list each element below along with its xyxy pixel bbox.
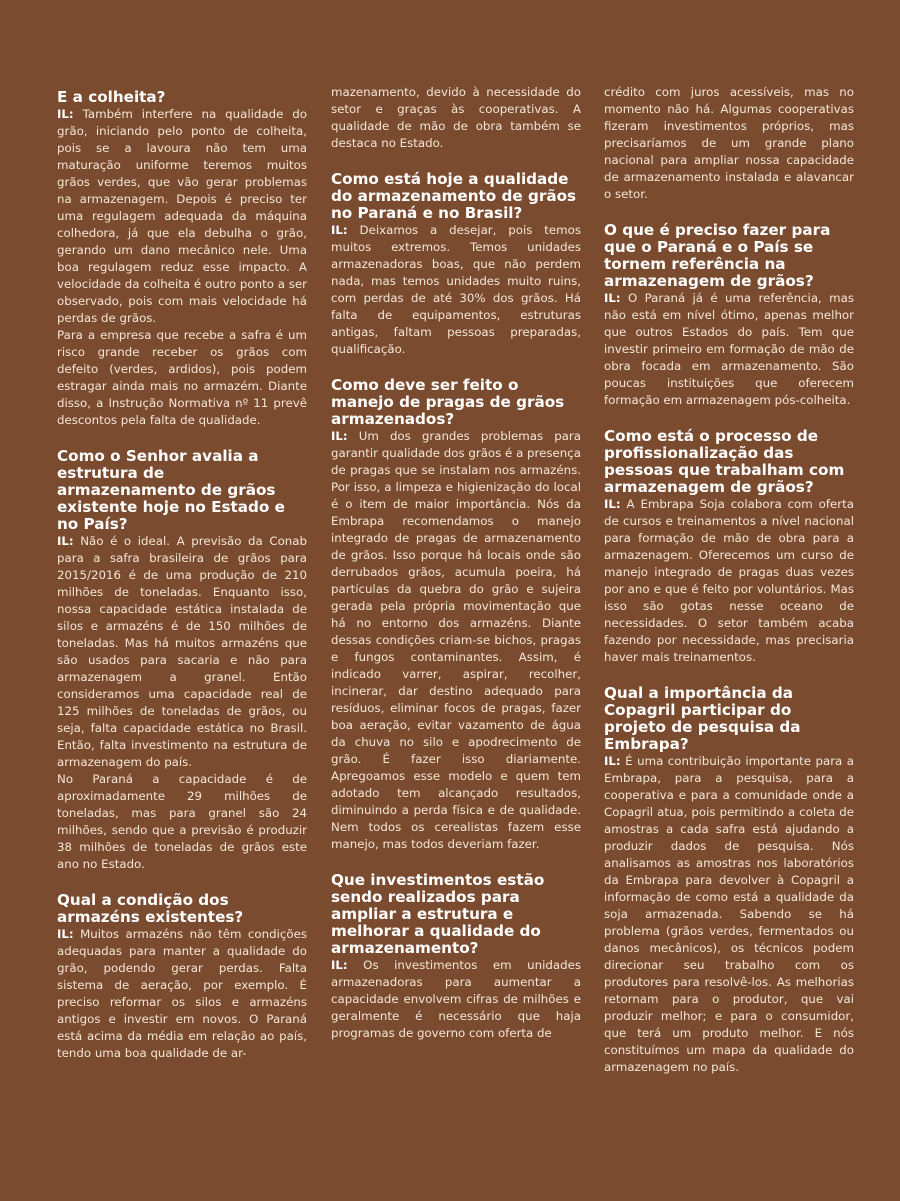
question-heading: O que é preciso fazer para que o Paraná e o País se tornem referência na armazenagem de grãos? (604, 221, 831, 290)
answer-text: É uma contribuição importante para a Embrapa, para a pesquisa, para a cooperativa e para a comunidade onde a Copagril atua, pois permitindo a coleta de amostras a cada safra está ajudando a produzir dados de pesquisa. Nós analisamos as amostras nos laboratórios da Embrapa para devolver à Copagril a informação de como está a qualidade da soja armazenada. Sabendo se há problema (grãos verdes, fermentados ou danos mecânicos), os técnicos podem direcionar seu trabalho com os produtores para resolvê-los. As melhorias retornam para o produtor, que vai produzir melhor; e para o consumidor, que terá um produto melhor. E nós constituímos um mapa da qualidade do armazenagem no país. (604, 754, 855, 1074)
question-heading: Como está hoje a qualidade do armazenamento de grãos no Paraná e no Brasil? (331, 170, 577, 222)
answer-paragraph (604, 753, 854, 1076)
answer-text: Os investimentos em unidades armazenadoras para aumentar a capacidade envolvem cifras de milhões e geralmente é necessário que haja programas de governo com oferta de (331, 958, 582, 1040)
answer-text: Deixamos a desejar, pois temos muitos extremos. Temos unidades armazenadoras boas, que não perdem nada, mas temos unidades muito ruins, com perdas de até 30% dos grãos. Há falta de equipamentos, estruturas antigas, faltam pessoas preparadas, qualificação. (331, 223, 582, 356)
answer-paragraph: No Paraná a capacidade é de aproximadamente 29 milhões de toneladas, mas para granel são 24 milhões, sendo que a previsão é produzir 38 milhões de toneladas de grãos este ano no Estado. (57, 772, 307, 871)
question-heading: Como está o processo de profissionalização das pessoas que trabalham com armazenagem de grãos? (604, 427, 845, 496)
interviewee-label: IL: (331, 223, 348, 237)
interviewee-label: IL: (331, 958, 348, 972)
answer-paragraph: crédito com juros acessíveis, mas no momento não há. Algumas cooperativas fizeram investimentos próprios, mas precisaríamos de um grande plano nacional para ampliar nossa capacidade de armazenamento instalada e alavancar o setor. (604, 85, 854, 201)
interviewee-label: IL: (331, 429, 348, 443)
interviewee-label: IL: (57, 107, 74, 121)
question-heading: Que investimentos estão sendo realizados para ampliar a estrutura e melhorar a qualidade do armazenamento? (331, 871, 545, 957)
interviewee-label: IL: (57, 534, 74, 548)
question-heading: E a colheita? (57, 88, 166, 106)
question-heading: Qual a importância da Copagril participar do projeto de pesquisa da Embrapa? (604, 684, 801, 753)
interviewee-label: IL: (57, 927, 74, 941)
answer-text: O Paraná já é uma referência, mas não está em nível ótimo, apenas melhor que outros Estados do país. Tem que investir primeiro em formação de mão de obra focada em armazenamento. São poucas instituições que oferecem formação em armazenagem pós-colheita. (604, 291, 855, 407)
answer-paragraph (57, 926, 307, 1062)
column-right (604, 84, 854, 1076)
question-heading: Como o Senhor avalia a estrutura de armazenamento de grãos existente hoje no Estado e no País? (57, 447, 285, 533)
interviewee-label: IL: (604, 291, 621, 305)
answer-paragraph: mazenamento, devido à necessidade do setor e graças às cooperativas. A qualidade de mão de obra também se destaca no Estado. (331, 85, 581, 150)
answer-paragraph (331, 222, 581, 358)
answer-paragraph (57, 533, 307, 771)
answer-paragraph (331, 957, 581, 1042)
answer-text: Também interfere na qualidade do grão, iniciando pelo ponto de colheita, pois se a lavoura não tem uma maturação uniforme teremos muitos grãos verdes, que vão gerar problemas na armazenagem. Depois é preciso ter uma regulagem adequada da máquina colhedora, já que ela debulha o grão, gerando um dano mecânico nele. Uma boa regulagem reduz esse impacto. A velocidade da colheita é outro ponto a ser observado, pois com mais velocidade há perdas de grãos. (57, 107, 308, 325)
answer-paragraph (604, 496, 854, 666)
answer-text: Um dos grandes problemas para garantir qualidade dos grãos é a presença de pragas que se instalam nos armazéns. Por isso, a limpeza e higienização do local é o item de maior importância. Nós da Embrapa recomendamos o manejo integrado de pragas de armazenamento de grãos. Isso porque há locais onde são derrubados grãos, acumula poeira, há partículas da quebra do grão e sujeira gerada pela própria movimentação que há no entorno dos armazéns. Diante dessas condições criam-se bichos, pragas e fungos contaminantes. Assim, é indicado varrer, aspirar, recolher, incinerar, dar destino adequado para resíduos, eliminar focos de pragas, fazer boa aeração, evitar vazamento de água da chuva no silo e apodrecimento de grão. É fazer isso diariamente. Apregoamos esse modelo e quem tem adotado tem alcançado resultados, diminuindo a perda física e de qualidade. Nem todos os cerealistas fazem esse manejo, mas todos deveriam fazer. (331, 429, 581, 851)
answer-text: Muitos armazéns não têm condições adequadas para manter a qualidade do grão, podendo gerar perdas. Falta sistema de aeração, por exemplo. É preciso reformar os silos e armazéns antigos e investir em novos. O Paraná está acima da média em relação ao país, tendo uma boa qualidade de ar- (57, 927, 307, 1060)
answer-paragraph: Para a empresa que recebe a safra é um risco grande receber os grãos com defeito (verdes, ardidos), pois podem estragar ainda mais no armazém. Diante disso, a Instrução Normativa nº 11 prevê descontos pela falta de qualidade. (57, 328, 307, 427)
column-left (57, 84, 307, 1062)
answer-paragraph (604, 290, 854, 409)
column-middle (331, 84, 581, 1042)
answer-paragraph (331, 428, 581, 853)
answer-paragraph (57, 106, 307, 327)
answer-text: Não é o ideal. A previsão da Conab para a safra brasileira de grãos para 2015/2016 é de uma produção de 210 milhões de toneladas. Enquanto isso, nossa capacidade estática instalada de silos e armazéns é de 150 milhões de toneladas. Mas há muitos armazéns que são usados para sacaria e não para armazenagem a granel. Então consideramos uma capacidade real de 125 milhões de toneladas de grãos, ou seja, falta capacidade estática no Brasil. Então, falta investimento na estrutura de armazenagem do país. (57, 534, 307, 769)
question-heading: Como deve ser feito o manejo de pragas de grãos armazenados? (331, 376, 565, 428)
question-heading: Qual a condição dos armazéns existentes? (57, 891, 244, 926)
interviewee-label: IL: (604, 754, 621, 768)
interviewee-label: IL: (604, 497, 621, 511)
answer-text: A Embrapa Soja colabora com oferta de cursos e treinamentos a nível nacional para formação de mão de obra para a armazenagem. Oferecemos um curso de manejo integrado de pragas duas vezes por ano e que é feito por voluntários. Mas isso são gotas nesse oceano de necessidades. O setor também acaba fazendo por necessidade, mas precisaria haver mais treinamentos. (604, 497, 854, 664)
